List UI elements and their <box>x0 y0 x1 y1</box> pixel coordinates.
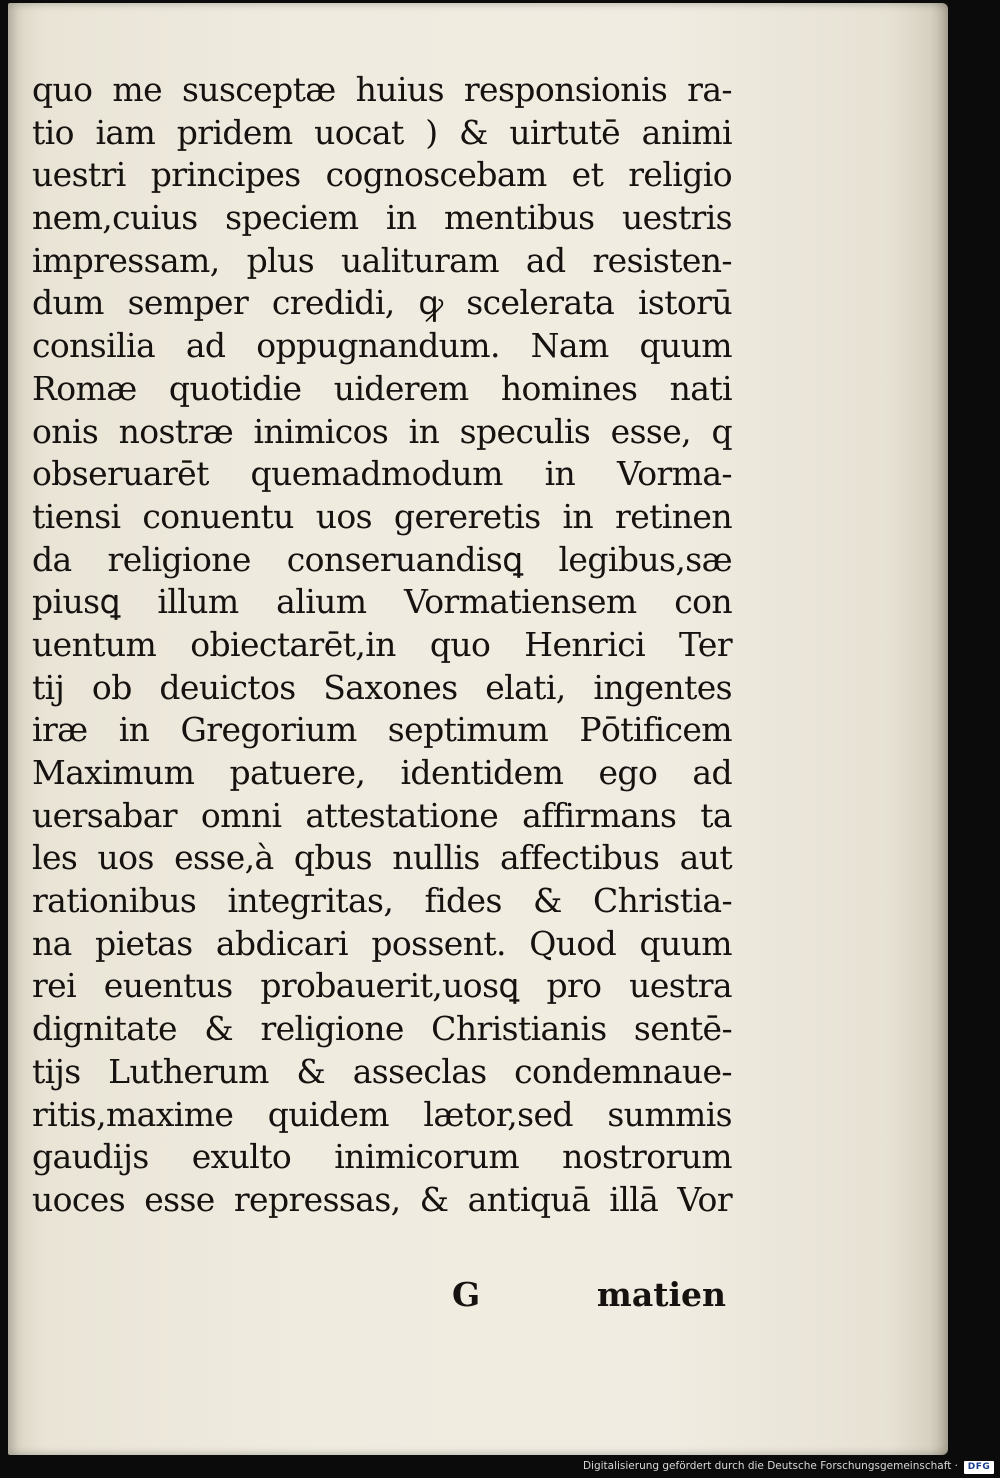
text-line-13: piusꝗ illum alium Vormatiensem con <box>32 582 732 622</box>
text-line-7: consilia ad oppugnandum. Nam quum <box>32 326 732 366</box>
text-line-4: nem,cuius speciem in mentibus uestris <box>32 198 732 238</box>
text-line-5: impressam, plus ualituram ad resisten‑ <box>32 240 732 280</box>
text-line-2: tio iam pridem uocat ) & uirtutē animi <box>32 112 732 152</box>
signature-mark: G <box>452 1275 481 1314</box>
text-line-17: Maximum patuere, identidem ego ad <box>32 753 732 792</box>
text-line-8: Romæ quotidie uiderem homines nati <box>32 368 732 408</box>
text-line-24: tijs Lutherum & asseclas condemnaue‑ <box>32 1051 732 1091</box>
text-line-25: ritis,maxime quidem lætor,sed summis <box>32 1094 732 1134</box>
text-line-14: uentum obiectarēt,in quo Henrici Ter <box>32 624 732 664</box>
text-line-9: onis nostræ inimicos in speculis esse, q <box>32 411 732 451</box>
page-footer <box>32 1275 732 1319</box>
text-line-26: gaudijs exulto inimicorum nostrorum <box>32 1137 732 1177</box>
text-line-15: tij ob deuictos Saxones elati, ingentes <box>32 667 732 707</box>
dfg-logo-icon: DFG <box>964 1461 994 1474</box>
text-line-16: iræ in Gregorium septimum Pōtificem <box>32 710 732 750</box>
text-line-19: les uos esse,à qbus nullis affectibus aut <box>32 838 732 878</box>
text-line-10: obseruarēt quemadmodum in Vorma‑ <box>32 454 732 494</box>
text-line-23: dignitate & religione Christianis sentē‑ <box>32 1009 732 1049</box>
funding-credit: Digitalisierung gefördert durch die Deutsche Forschungsgemeinschaft · <box>582 1460 958 1472</box>
text-line-12: da religione conseruandisꝗ legibus,sæ <box>32 539 732 579</box>
text-line-18: uersabar omni attestatione affirmans ta <box>32 795 732 835</box>
credit-bar <box>0 1458 1000 1478</box>
text-line-6: dum semper credidi, ꝙ scelerata istorū <box>32 283 732 323</box>
text-line-11: tiensi conuentu uos gereretis in retinen <box>32 496 732 536</box>
catchword: matien <box>596 1275 726 1314</box>
book-page <box>8 3 948 1455</box>
text-line-3: uestri principes cognoscebam et religio <box>32 155 732 195</box>
text-line-21: na pietas abdicari possent. Quod quum <box>32 923 732 963</box>
text-line-27: uoces esse repressas, & antiquā illā Vor <box>32 1179 732 1219</box>
text-line-1: quo me susceptæ huius responsionis ra‑ <box>32 70 732 109</box>
text-line-20: rationibus integritas, fides & Christia‑ <box>32 881 732 921</box>
body-text <box>32 69 732 1222</box>
text-line-22: rei euentus probauerit,uosꝗ pro uestra <box>32 966 732 1006</box>
